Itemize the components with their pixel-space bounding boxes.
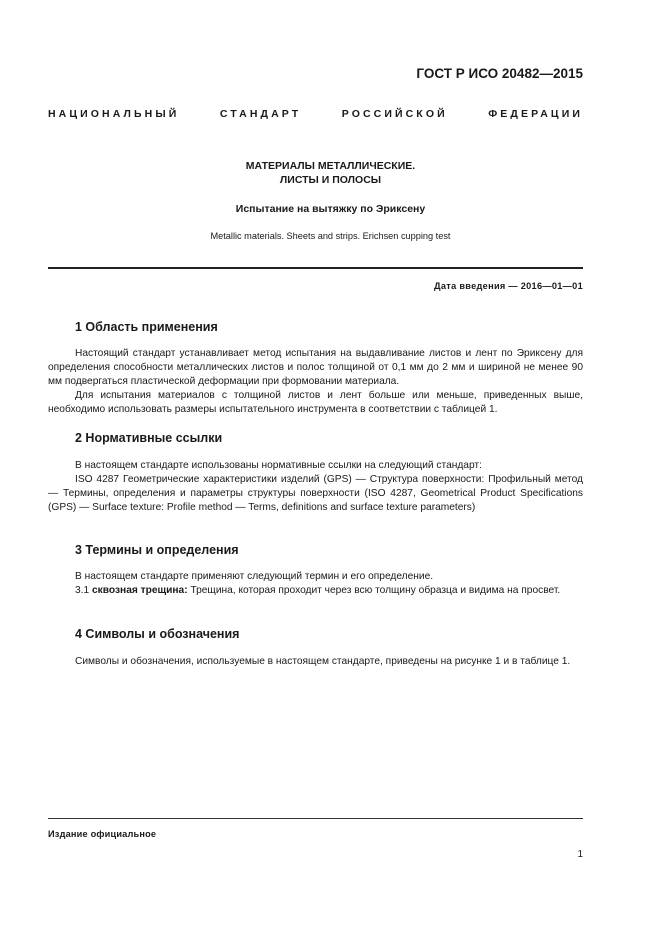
term-number: 3.1: [75, 585, 90, 596]
section-4-paragraph-1-text: Символы и обозначения, используемые в настоящем стандарте, приведены на рисунке 1 и в таблице 1.: [75, 656, 571, 667]
section-3-paragraph-1-text: В настоящем стандарте применяют следующий термин и его определение.: [75, 571, 434, 582]
section-4-title: 4 Символы и обозначения: [75, 627, 240, 641]
national-standard-heading: НАЦИОНАЛЬНЫЙ СТАНДАРТ РОССИЙСКОЙ ФЕДЕРАЦИИ: [48, 108, 583, 120]
section-3-paragraph-1: [48, 570, 583, 584]
section-3-title: 3 Термины и определения: [75, 543, 239, 557]
introduction-date: Дата введения — 2016—01—01: [434, 281, 583, 291]
document-subtitle: Испытание на вытяжку по Эриксену: [235, 203, 426, 215]
section-2-paragraph-1-text: В настоящем стандарте использованы нормативные ссылки на следующий стандарт:: [75, 460, 482, 471]
section-2-paragraph-1: [48, 459, 583, 473]
section-2-paragraph-2: [48, 473, 583, 515]
standard-number: ГОСТ Р ИСО 20482—2015: [416, 66, 583, 81]
section-3-term-definition: [48, 584, 583, 598]
document-title-line2: ЛИСТЫ И ПОЛОСЫ: [279, 174, 382, 186]
section-2-paragraph-2-text: ISO 4287 Геометрические характеристики изделий (GPS) — Структура поверхности: Профильный метод — Термины, определения и параметры структуры поверхности (ISO 4287, Geometrical Product Specifications (GPS) — Surface texture: Profile method — Terms, definitions and surface texture parameters): [48, 474, 583, 513]
section-1-paragraph-2-text: Для испытания материалов с толщиной листов и лент больше или меньше, приведенных выше, необходимо использовать размеры испытательного инструмента в соответствии с таблицей 1.: [48, 390, 583, 415]
section-1-paragraph-2: [48, 389, 583, 417]
header-divider: [48, 267, 583, 269]
footer-divider: [48, 818, 583, 819]
section-2-title: 2 Нормативные ссылки: [75, 431, 223, 445]
official-edition-label: Издание официальное: [48, 829, 157, 839]
section-1-title: 1 Область применения: [75, 320, 218, 334]
english-title: Metallic materials. Sheets and strips. Erichsen cupping test: [210, 231, 451, 241]
page-number: 1: [577, 849, 583, 860]
term-definition-text: Трещина, которая проходит через всю толщину образца и видима на просвет.: [190, 585, 561, 596]
document-title-line1: МАТЕРИАЛЫ МЕТАЛЛИЧЕСКИЕ.: [245, 160, 416, 172]
term-name: сквозная трещина:: [92, 585, 188, 596]
section-4-paragraph-1: [48, 655, 583, 669]
section-1-paragraph-1: [48, 347, 583, 389]
section-1-paragraph-1-text: Настоящий стандарт устанавливает метод испытания на выдавливание листов и лент по Эриксену для определения способности металлических листов и полос толщиной от 0,1 мм до 2 мм и шириной не менее 90 мм подвергаться пластической деформации при формовании материала.: [48, 348, 583, 387]
